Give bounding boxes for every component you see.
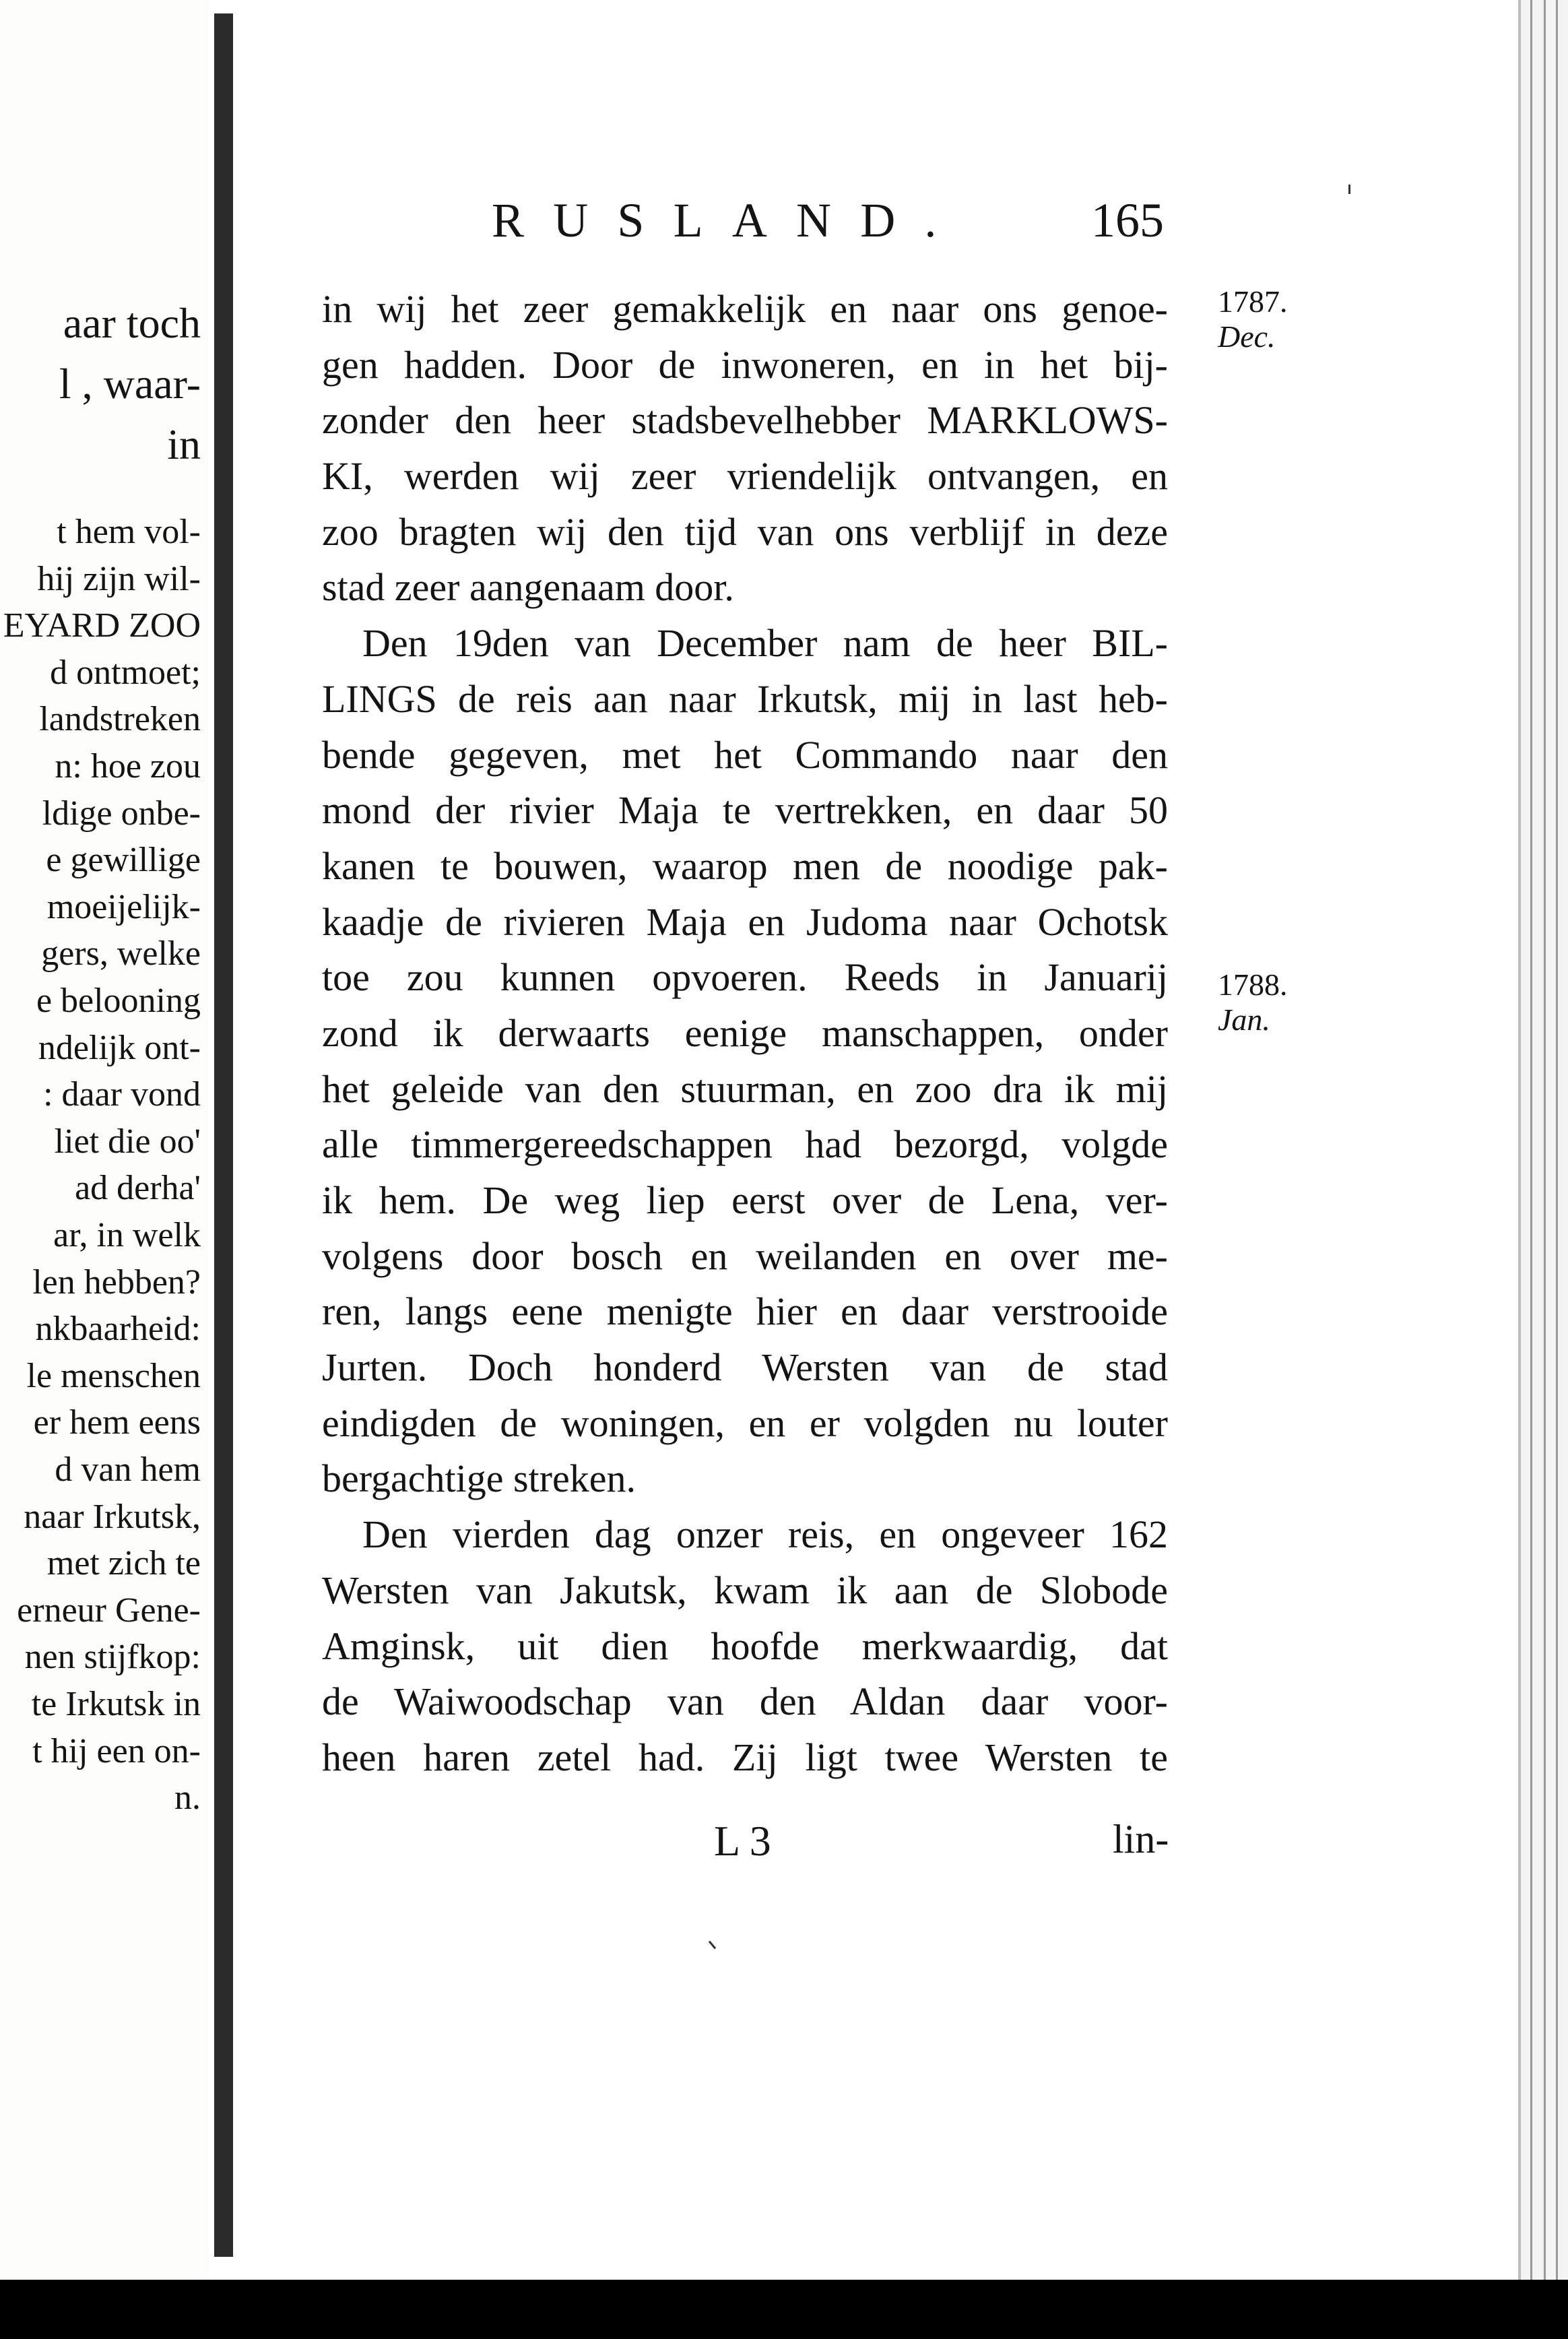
- body-line: stad zeer aangenaam door.: [322, 565, 734, 610]
- left-page-line: gers, welke: [41, 934, 201, 973]
- signature-mark: L 3: [714, 1817, 771, 1865]
- body-line: mond der rivier Maja te vertrekken, en daar 50: [322, 788, 1168, 833]
- left-page-line: liet die oo': [54, 1122, 201, 1161]
- left-page-line: moeijelijk-: [46, 887, 201, 926]
- page-number: 165: [1091, 193, 1164, 247]
- left-page-line: nkbaarheid:: [35, 1310, 201, 1349]
- running-head: RUSLAND.: [492, 193, 966, 247]
- left-page-line: len hebben?: [32, 1262, 201, 1302]
- left-page-line: ar, in welk: [53, 1216, 201, 1254]
- page-edge: [1518, 0, 1568, 2280]
- body-line: kaadje de rivieren Maja en Judoma naar Ochotsk: [322, 899, 1168, 944]
- body-line: Den 19den van December nam de heer BIL-: [362, 621, 1168, 666]
- left-page-line: d van hem: [55, 1450, 201, 1489]
- left-page-line: le menschen: [26, 1356, 201, 1395]
- left-page-line: t hem vol-: [57, 513, 201, 551]
- left-page-line: nen stijfkop:: [24, 1638, 201, 1677]
- left-page-line: t hij een on-: [32, 1731, 201, 1770]
- left-page-line: d ontmoet;: [50, 653, 201, 692]
- body-line: Den vierden dag onzer reis, en ongeveer 162: [362, 1512, 1168, 1557]
- body-line: de Waiwoodschap van den Aldan daar voor-: [322, 1679, 1168, 1724]
- body-line: in wij het zeer gemakkelijk en naar ons genoe-: [322, 287, 1168, 331]
- body-line: bergachtige streken.: [322, 1456, 636, 1501]
- left-page-line: ad derha': [75, 1169, 201, 1208]
- speck: [1348, 185, 1350, 194]
- body-line: volgens door bosch en weilanden en over me-: [322, 1233, 1168, 1278]
- left-page-line: l , waar-: [59, 360, 201, 408]
- body-line: bende gegeven, met het Commando naar den: [322, 732, 1168, 777]
- margin-note-dec: [1218, 284, 1288, 354]
- left-page-line: EYARD ZOO: [3, 606, 201, 645]
- left-page-line: n.: [174, 1779, 201, 1818]
- margin-year: 1787.: [1218, 284, 1288, 319]
- body-line: alle timmergereedschappen had bezorgd, volgde: [322, 1122, 1168, 1167]
- binding-shadow: [214, 13, 233, 2257]
- left-page-line: naar Irkutsk,: [24, 1497, 201, 1536]
- left-page-line: n: hoe zou: [55, 747, 201, 786]
- body-line: zoo bragten wij den tijd van ons verblijf in deze: [322, 509, 1168, 554]
- body-line: KI, werden wij zeer vriendelijk ontvangen, en: [322, 454, 1168, 499]
- margin-year: 1788.: [1218, 967, 1288, 1002]
- body-text: [322, 282, 1168, 1786]
- left-page-line: : daar vond: [43, 1075, 201, 1114]
- body-line: Wersten van Jakutsk, kwam ik aan de Slobode: [322, 1568, 1168, 1612]
- body-line: eindigden de woningen, en er volgden nu louter: [322, 1401, 1168, 1445]
- left-page-line: er hem eens: [33, 1403, 201, 1442]
- left-page-line: met zich te: [46, 1544, 201, 1583]
- left-page-line: erneur Gene-: [17, 1591, 201, 1630]
- left-page-line: hij zijn wil-: [37, 559, 201, 598]
- body-line: ren, langs eene menigte hier en daar verstrooide: [322, 1289, 1168, 1334]
- body-line: zonder den heer stadsbevelhebber MARKLOWS-: [322, 398, 1168, 443]
- margin-month: Dec.: [1218, 319, 1276, 354]
- left-page-line: e gewillige: [46, 841, 201, 880]
- body-line: toe zou kunnen opvoeren. Reeds in Januarij: [322, 955, 1168, 1000]
- body-line: het geleide van den stuurman, en zoo dra ik mij: [322, 1066, 1168, 1111]
- body-line: Jurten. Doch honderd Wersten van de stad: [322, 1345, 1168, 1390]
- body-line: gen hadden. Door de inwoneren, en in het bij-: [322, 342, 1168, 387]
- body-line: zond ik derwaarts eenige manschappen, onder: [322, 1011, 1168, 1055]
- left-page: [0, 0, 209, 2280]
- margin-month: Jan.: [1218, 1002, 1270, 1037]
- left-page-line: e belooning: [36, 982, 201, 1020]
- body-line: heen haren zetel had. Zij ligt twee Wersten te: [322, 1735, 1168, 1779]
- scan-border: [0, 2280, 1568, 2339]
- body-line: Amginsk, uit dien hoofde merkwaardig, dat: [322, 1624, 1168, 1668]
- margin-note-jan: [1218, 967, 1288, 1037]
- body-line: LINGS de reis aan naar Irkutsk, mij in last heb-: [322, 676, 1168, 721]
- left-page-line: te Irkutsk in: [31, 1685, 201, 1723]
- left-page-line: ndelijk ont-: [38, 1028, 201, 1067]
- left-page-line: aar toch: [63, 299, 201, 347]
- left-page-line: landstreken: [39, 700, 201, 739]
- catchword: lin-: [1113, 1817, 1169, 1861]
- body-line: kanen te bouwen, waarop men de noodige pak-: [322, 843, 1168, 888]
- left-page-line: in: [167, 420, 201, 468]
- body-line: ik hem. De weg liep eerst over de Lena, ver-: [322, 1178, 1168, 1222]
- left-page-line: ldige onbe-: [42, 794, 201, 833]
